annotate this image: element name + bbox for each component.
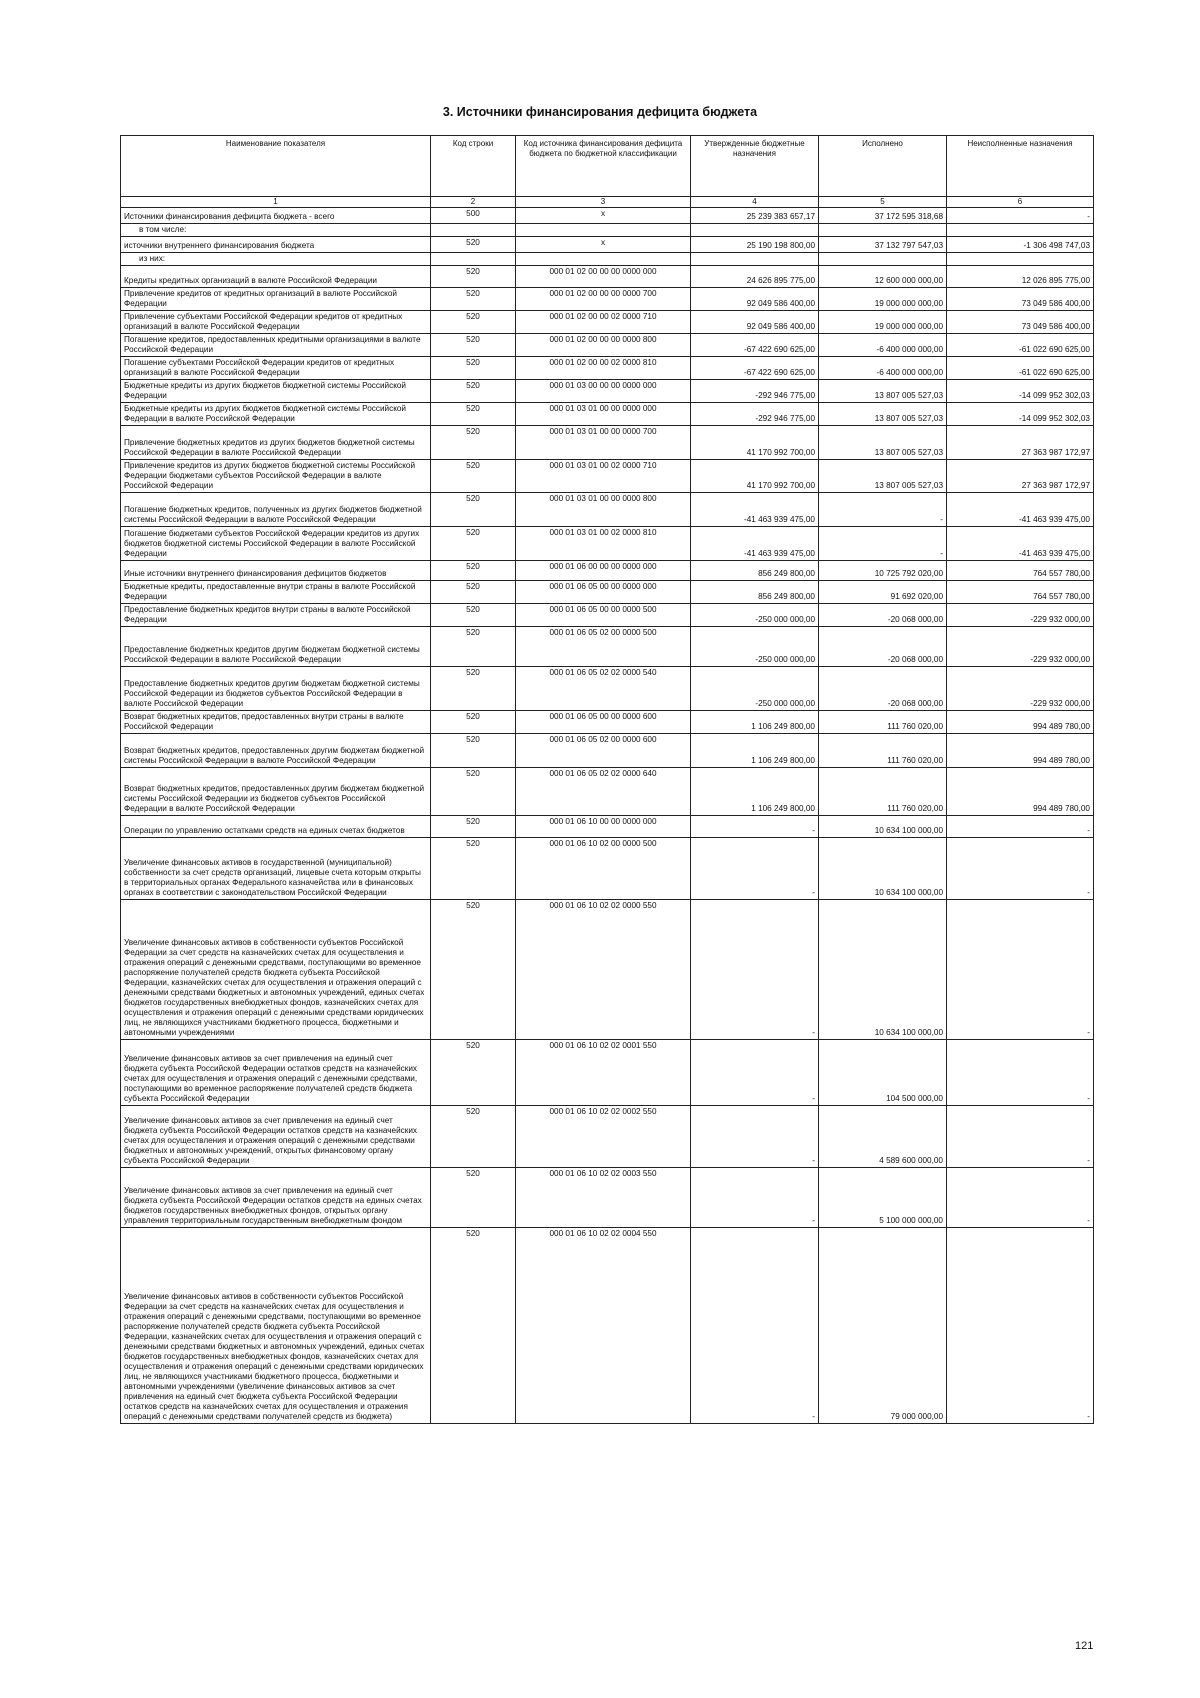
table-row (121, 380, 1094, 403)
row-approved: 1 106 249 800,00 (691, 768, 819, 816)
row-line-code: 520 (431, 711, 516, 734)
row-unexecuted: 73 049 586 400,00 (947, 288, 1094, 311)
row-approved: -292 946 775,00 (691, 403, 819, 426)
row-executed: 13 807 005 527,03 (819, 460, 947, 493)
row-name: Предоставление бюджетных кредитов другим бюджетам бюджетной системы Российской Федерации в валюте Российской Федерации (121, 627, 431, 667)
row-approved: -250 000 000,00 (691, 627, 819, 667)
row-approved: 856 249 800,00 (691, 581, 819, 604)
row-unexecuted: -41 463 939 475,00 (947, 493, 1094, 527)
row-line-code: 520 (431, 1040, 516, 1106)
table-row (121, 334, 1094, 357)
table-row (121, 527, 1094, 561)
row-unexecuted: - (947, 208, 1094, 224)
table-row (121, 561, 1094, 581)
row-executed: 10 634 100 000,00 (819, 816, 947, 838)
table-row (121, 208, 1094, 224)
row-name: Привлечение кредитов от кредитных организаций в валюте Российской Федерации (121, 288, 431, 311)
column-number-row (121, 197, 1094, 208)
row-unexecuted: - (947, 1040, 1094, 1106)
row-executed: 4 589 600 000,00 (819, 1106, 947, 1168)
table-row (121, 838, 1094, 900)
row-line-code: 520 (431, 426, 516, 460)
row-name: Увеличение финансовых активов в собственности субъектов Российской Федерации за счет средств на казначейских счетах для осуществления и отражения операций с денежными средствами, поступающими во временное распоряжение получателей средств бюджета субъекта Российской Федерации, казначейских счетах для осуществления и отражения операций с денежными средствами бюджетных и автономных учреждений, единых счетах бюджетов государственных внебюджетных фондов, казначейских счетах для осуществления и отражения операций с денежными средствами юридических лиц, не являющихся участниками бюджетного процесса, бюджетными и автономными учреждениями (увеличение финансовых активов за счет привлечения на единый счет бюджета субъекта Российской Федерации остатков средств на казначейских счетах для осуществления и отражения операций с денежными средствами получателей средств из бюджета) (121, 1228, 431, 1424)
row-approved: - (691, 1168, 819, 1228)
row-unexecuted: 12 026 895 775,00 (947, 266, 1094, 288)
row-line-code: 520 (431, 1106, 516, 1168)
row-unexecuted: -229 932 000,00 (947, 627, 1094, 667)
row-executed: 37 172 595 318,68 (819, 208, 947, 224)
table-row (121, 1040, 1094, 1106)
page-title: 3. Источники финансирования дефицита бюджета (442, 105, 758, 119)
column-number: 1 (121, 197, 431, 208)
row-name: Операции по управлению остатками средств на единых счетах бюджетов (121, 816, 431, 838)
row-approved: - (691, 1228, 819, 1424)
row-name: Источники финансирования дефицита бюджета - всего (121, 208, 431, 224)
row-unexecuted: -41 463 939 475,00 (947, 527, 1094, 561)
table-row (121, 667, 1094, 711)
row-name: Предоставление бюджетных кредитов другим бюджетам бюджетной системы Российской Федерации из бюджетов субъектов Российской Федерации в валюте Российской Федерации (121, 667, 431, 711)
row-approved: 41 170 992 700,00 (691, 426, 819, 460)
row-source-code: 000 01 03 01 00 00 0000 800 (516, 493, 691, 527)
row-unexecuted: -14 099 952 302,03 (947, 380, 1094, 403)
row-unexecuted: -1 306 498 747,03 (947, 237, 1094, 253)
row-line-code: 520 (431, 460, 516, 493)
row-executed: 10 634 100 000,00 (819, 838, 947, 900)
row-source-code: 000 01 06 05 02 02 0000 640 (516, 768, 691, 816)
table-row (121, 1168, 1094, 1228)
row-source-code: x (516, 208, 691, 224)
row-line-code: 520 (431, 604, 516, 627)
row-unexecuted: 994 489 780,00 (947, 734, 1094, 768)
header-executed: Исполнено (819, 136, 947, 197)
row-unexecuted: 27 363 987 172,97 (947, 460, 1094, 493)
row-executed: 5 100 000 000,00 (819, 1168, 947, 1228)
row-executed: 19 000 000 000,00 (819, 311, 947, 334)
table-row (121, 1228, 1094, 1424)
row-line-code: 520 (431, 288, 516, 311)
row-line-code: 520 (431, 1228, 516, 1424)
row-line-code: 520 (431, 266, 516, 288)
table-header-row (121, 136, 1094, 197)
row-name: Бюджетные кредиты, предоставленные внутри страны в валюте Российской Федерации (121, 581, 431, 604)
table-row (121, 604, 1094, 627)
row-approved: - (691, 1040, 819, 1106)
row-executed: -6 400 000 000,00 (819, 357, 947, 380)
row-unexecuted: -61 022 690 625,00 (947, 357, 1094, 380)
column-number: 4 (691, 197, 819, 208)
row-unexecuted: - (947, 1228, 1094, 1424)
row-name: Возврат бюджетных кредитов, предоставленных внутри страны в валюте Российской Федерации (121, 711, 431, 734)
row-unexecuted: -14 099 952 302,03 (947, 403, 1094, 426)
row-unexecuted: 994 489 780,00 (947, 711, 1094, 734)
row-line-code: 520 (431, 527, 516, 561)
row-source-code: 000 01 06 05 02 02 0000 540 (516, 667, 691, 711)
row-source-code: 000 01 06 10 02 02 0000 550 (516, 900, 691, 1040)
row-executed: 13 807 005 527,03 (819, 426, 947, 460)
table-row (121, 288, 1094, 311)
row-approved (691, 253, 819, 266)
header-source-code: Код источника финансирования дефицита бюджета по бюджетной классификации (516, 136, 691, 197)
row-executed: 111 760 020,00 (819, 734, 947, 768)
row-name: Кредиты кредитных организаций в валюте Российской Федерации (121, 266, 431, 288)
row-name: из них: (121, 253, 431, 266)
row-executed: 13 807 005 527,03 (819, 380, 947, 403)
row-source-code: 000 01 03 01 00 02 0000 710 (516, 460, 691, 493)
row-executed: - (819, 493, 947, 527)
row-approved: 856 249 800,00 (691, 561, 819, 581)
row-executed: -6 400 000 000,00 (819, 334, 947, 357)
row-unexecuted: - (947, 838, 1094, 900)
row-source-code: 000 01 03 01 00 00 0000 700 (516, 426, 691, 460)
table-row (121, 493, 1094, 527)
row-unexecuted: - (947, 1106, 1094, 1168)
row-line-code: 520 (431, 581, 516, 604)
table-row (121, 253, 1094, 266)
table-row (121, 426, 1094, 460)
row-approved: 92 049 586 400,00 (691, 311, 819, 334)
table-row (121, 581, 1094, 604)
row-executed: 10 634 100 000,00 (819, 900, 947, 1040)
row-source-code: 000 01 06 10 02 00 0000 500 (516, 838, 691, 900)
row-name: Увеличение финансовых активов за счет привлечения на единый счет бюджета субъекта Российской Федерации остатков средств на казначейских счетах для осуществления и отражения операций с денежными средствами, поступающими во временное распоряжение получателей средств бюджета субъекта Российской Федерации (121, 1040, 431, 1106)
row-name: Привлечение бюджетных кредитов из других бюджетов бюджетной системы Российской Федерации в валюте Российской Федерации (121, 426, 431, 460)
table-row (121, 734, 1094, 768)
row-executed: 104 500 000,00 (819, 1040, 947, 1106)
row-name: Бюджетные кредиты из других бюджетов бюджетной системы Российской Федерации в валюте Российской Федерации (121, 403, 431, 426)
row-unexecuted: - (947, 816, 1094, 838)
row-line-code: 520 (431, 403, 516, 426)
financing-sources-table (120, 135, 1094, 1424)
table-row (121, 224, 1094, 237)
row-name: источники внутреннего финансирования бюджета (121, 237, 431, 253)
row-source-code: 000 01 06 05 02 00 0000 500 (516, 627, 691, 667)
row-source-code: 000 01 06 10 02 02 0002 550 (516, 1106, 691, 1168)
row-executed: 13 807 005 527,03 (819, 403, 947, 426)
row-source-code (516, 253, 691, 266)
row-approved: - (691, 900, 819, 1040)
row-line-code (431, 253, 516, 266)
row-line-code: 520 (431, 734, 516, 768)
row-line-code: 520 (431, 334, 516, 357)
row-executed: 37 132 797 547,03 (819, 237, 947, 253)
header-unexecuted: Неисполненные назначения (947, 136, 1094, 197)
row-executed: -20 068 000,00 (819, 627, 947, 667)
row-source-code: 000 01 06 05 00 00 0000 600 (516, 711, 691, 734)
row-approved: 41 170 992 700,00 (691, 460, 819, 493)
row-unexecuted: 764 557 780,00 (947, 561, 1094, 581)
row-source-code: 000 01 02 00 00 00 0000 000 (516, 266, 691, 288)
row-approved: -292 946 775,00 (691, 380, 819, 403)
table-row (121, 711, 1094, 734)
row-approved: -250 000 000,00 (691, 604, 819, 627)
row-line-code: 500 (431, 208, 516, 224)
row-unexecuted: -229 932 000,00 (947, 667, 1094, 711)
row-source-code: 000 01 02 00 00 02 0000 710 (516, 311, 691, 334)
row-source-code: 000 01 06 10 02 02 0003 550 (516, 1168, 691, 1228)
row-line-code: 520 (431, 900, 516, 1040)
row-name: Погашение бюджетами субъектов Российской Федерации кредитов из других бюджетов бюджетной системы Российской Федерации в валюте Российской Федерации (121, 527, 431, 561)
row-approved: -41 463 939 475,00 (691, 493, 819, 527)
row-approved: 1 106 249 800,00 (691, 711, 819, 734)
row-approved: -67 422 690 625,00 (691, 334, 819, 357)
row-approved: - (691, 1106, 819, 1168)
row-executed: -20 068 000,00 (819, 604, 947, 627)
row-unexecuted: 27 363 987 172,97 (947, 426, 1094, 460)
column-number: 2 (431, 197, 516, 208)
table-row (121, 1106, 1094, 1168)
row-approved: - (691, 838, 819, 900)
row-name: Предоставление бюджетных кредитов внутри страны в валюте Российской Федерации (121, 604, 431, 627)
header-indicator-name: Наименование показателя (121, 136, 431, 197)
row-unexecuted: 73 049 586 400,00 (947, 311, 1094, 334)
row-executed: 12 600 000 000,00 (819, 266, 947, 288)
row-line-code: 520 (431, 311, 516, 334)
column-number: 3 (516, 197, 691, 208)
table-row (121, 237, 1094, 253)
row-name: Погашение бюджетных кредитов, полученных из других бюджетов бюджетной системы Российской Федерации в валюте Российской Федерации (121, 493, 431, 527)
row-line-code: 520 (431, 627, 516, 667)
row-unexecuted: 764 557 780,00 (947, 581, 1094, 604)
row-executed: 19 000 000 000,00 (819, 288, 947, 311)
row-line-code: 520 (431, 493, 516, 527)
row-name: Иные источники внутреннего финансирования дефицитов бюджетов (121, 561, 431, 581)
row-name: Привлечение субъектами Российской Федерации кредитов от кредитных организаций в валюте Российской Федерации (121, 311, 431, 334)
row-approved: 24 626 895 775,00 (691, 266, 819, 288)
row-name: Увеличение финансовых активов за счет привлечения на единый счет бюджета субъекта Российской Федерации остатков средств на единых счетах бюджетов государственных внебюджетных фондов, открытых органу управления территориальным государственным внебюджетным фондом (121, 1168, 431, 1228)
row-line-code: 520 (431, 1168, 516, 1228)
row-approved: 92 049 586 400,00 (691, 288, 819, 311)
row-executed: 10 725 792 020,00 (819, 561, 947, 581)
row-line-code: 520 (431, 768, 516, 816)
row-source-code: 000 01 06 05 02 00 0000 600 (516, 734, 691, 768)
row-name: Увеличение финансовых активов в государственной (муниципальной) собственности за счет средств организаций, лицевые счета которым открыты в территориальных органах Федерального казначейства или в финансовых органах в соответствии с законодательством Российской Федерации (121, 838, 431, 900)
page-number: 121 (1075, 1640, 1094, 1652)
row-unexecuted (947, 253, 1094, 266)
row-line-code: 520 (431, 667, 516, 711)
row-line-code: 520 (431, 816, 516, 838)
row-approved: 25 239 383 657,17 (691, 208, 819, 224)
row-line-code: 520 (431, 237, 516, 253)
row-source-code: 000 01 02 00 00 02 0000 810 (516, 357, 691, 380)
row-name: Возврат бюджетных кредитов, предоставленных другим бюджетам бюджетной системы Российской Федерации из бюджетов субъектов Российской Федерации в валюте Российской Федерации (121, 768, 431, 816)
row-name: Увеличение финансовых активов в собственности субъектов Российской Федерации за счет средств на казначейских счетах для осуществления и отражения операций с денежными средствами, поступающими во временное распоряжение получателей средств бюджета субъекта Российской Федерации, казначейских счетах для осуществления и отражения операций с денежными средствами бюджетных и автономных учреждений, единых счетах бюджетов государственных внебюджетных фондов, казначейских счетах для осуществления и отражения операций с денежными средствами юридических лиц, не являющихся участниками бюджетного процесса, бюджетными и автономными учреждениями (121, 900, 431, 1040)
row-line-code: 520 (431, 357, 516, 380)
row-source-code: 000 01 03 01 00 02 0000 810 (516, 527, 691, 561)
row-approved (691, 224, 819, 237)
row-name: Увеличение финансовых активов за счет привлечения на единый счет бюджета субъекта Российской Федерации остатков средств на казначейских счетах для осуществления и отражения операций с денежными средствами бюджетных и автономных учреждений, открытых финансовому органу субъекта Российской Федерации (121, 1106, 431, 1168)
row-source-code: 000 01 03 01 00 00 0000 000 (516, 403, 691, 426)
table-row (121, 900, 1094, 1040)
row-approved: -41 463 939 475,00 (691, 527, 819, 561)
row-executed: 91 692 020,00 (819, 581, 947, 604)
row-unexecuted: - (947, 1168, 1094, 1228)
row-source-code: 000 01 06 10 02 02 0001 550 (516, 1040, 691, 1106)
row-name: Возврат бюджетных кредитов, предоставленных другим бюджетам бюджетной системы Российской Федерации в валюте Российской Федерации (121, 734, 431, 768)
row-unexecuted: 994 489 780,00 (947, 768, 1094, 816)
row-approved: 25 190 198 800,00 (691, 237, 819, 253)
row-name: Привлечение кредитов из других бюджетов бюджетной системы Российской Федерации бюджетами субъектов Российской Федерации в валюте Российской Федерации (121, 460, 431, 493)
row-unexecuted: - (947, 900, 1094, 1040)
row-approved: -250 000 000,00 (691, 667, 819, 711)
column-number: 5 (819, 197, 947, 208)
table-row (121, 311, 1094, 334)
row-line-code: 520 (431, 380, 516, 403)
row-executed: 111 760 020,00 (819, 768, 947, 816)
row-line-code: 520 (431, 561, 516, 581)
row-source-code: 000 01 06 05 00 00 0000 000 (516, 581, 691, 604)
header-line-code: Код строки (431, 136, 516, 197)
row-source-code: 000 01 02 00 00 00 0000 800 (516, 334, 691, 357)
row-name: Погашение кредитов, предоставленных кредитными организациями в валюте Российской Федерации (121, 334, 431, 357)
table-body (121, 208, 1094, 1424)
row-executed: - (819, 527, 947, 561)
table-row (121, 816, 1094, 838)
row-line-code (431, 224, 516, 237)
row-source-code: 000 01 03 00 00 00 0000 000 (516, 380, 691, 403)
table-row (121, 627, 1094, 667)
row-source-code: 000 01 06 00 00 00 0000 000 (516, 561, 691, 581)
table-row (121, 403, 1094, 426)
row-name: Погашение субъектами Российской Федерации кредитов от кредитных организаций в валюте Российской Федерации (121, 357, 431, 380)
row-source-code: 000 01 02 00 00 00 0000 700 (516, 288, 691, 311)
row-approved: 1 106 249 800,00 (691, 734, 819, 768)
row-executed: -20 068 000,00 (819, 667, 947, 711)
row-name: в том числе: (121, 224, 431, 237)
row-executed: 111 760 020,00 (819, 711, 947, 734)
row-executed (819, 224, 947, 237)
row-unexecuted: -229 932 000,00 (947, 604, 1094, 627)
row-unexecuted: -61 022 690 625,00 (947, 334, 1094, 357)
row-source-code: 000 01 06 10 00 00 0000 000 (516, 816, 691, 838)
header-approved: Утвержденные бюджетные назначения (691, 136, 819, 197)
row-approved: -67 422 690 625,00 (691, 357, 819, 380)
table-row (121, 357, 1094, 380)
row-executed: 79 000 000,00 (819, 1228, 947, 1424)
row-name: Бюджетные кредиты из других бюджетов бюджетной системы Российской Федерации (121, 380, 431, 403)
row-line-code: 520 (431, 838, 516, 900)
row-approved: - (691, 816, 819, 838)
column-number: 6 (947, 197, 1094, 208)
table-row (121, 768, 1094, 816)
row-executed (819, 253, 947, 266)
row-source-code: 000 01 06 10 02 02 0004 550 (516, 1228, 691, 1424)
table-row (121, 460, 1094, 493)
row-source-code (516, 224, 691, 237)
row-source-code: x (516, 237, 691, 253)
table-row (121, 266, 1094, 288)
row-unexecuted (947, 224, 1094, 237)
row-source-code: 000 01 06 05 00 00 0000 500 (516, 604, 691, 627)
